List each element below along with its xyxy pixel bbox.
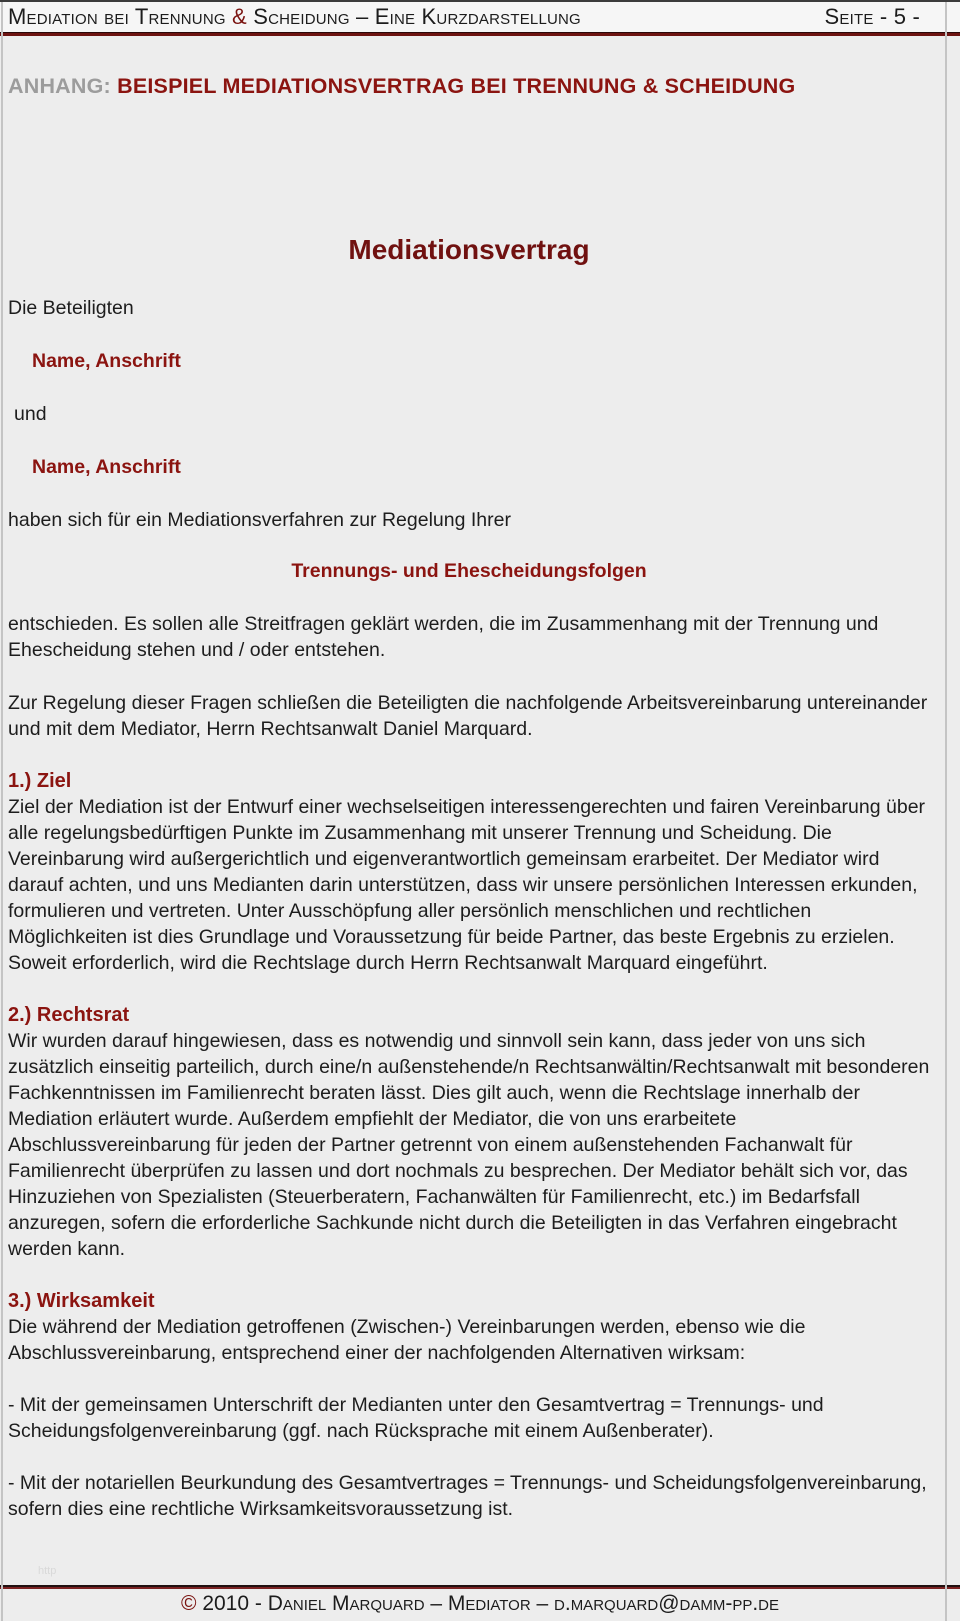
decision-paragraph: entschieden. Es sollen alle Streitfragen geklärt werden, die im Zusammenhang mit der Trennung und Ehescheidung stehen und / oder entstehen. bbox=[8, 613, 879, 661]
watermark-text: http bbox=[38, 1565, 57, 1577]
appendix-prefix: ANHANG: bbox=[8, 74, 111, 98]
section-wirksamkeit-heading: 3.) Wirksamkeit bbox=[8, 1290, 155, 1312]
appendix-title: BEISPIEL MEDIATIONSVERTRAG BEI TRENNUNG & SCHEIDUNG bbox=[117, 74, 796, 98]
participant-2-placeholder: Name, Anschrift bbox=[32, 456, 181, 478]
participants-connector: und bbox=[14, 403, 47, 425]
section-wirksamkeit bbox=[8, 1288, 930, 1522]
header-rule bbox=[0, 32, 960, 36]
page-number: Seite - 5 - bbox=[824, 4, 920, 29]
subject-heading: Trennungs- und Ehescheidungsfolgen bbox=[291, 560, 647, 582]
copyright-icon: © bbox=[180, 1592, 197, 1615]
header-title-ampersand: & bbox=[232, 4, 247, 29]
section-ziel bbox=[8, 768, 930, 976]
page-right-border bbox=[945, 2, 947, 1621]
header-title-left: Mediation bei Trennung bbox=[8, 4, 226, 29]
purpose-line: haben sich für ein Mediationsverfahren zur Regelung Ihrer bbox=[8, 509, 511, 531]
copyright-line bbox=[0, 1592, 960, 1616]
alternative-signature: - Mit der gemeinsamen Unterschrift der Medianten unter den Gesamtvertrag = Trennungs- und Scheidungsfolgenvereinbarung (ggf. nach Rücksprache mit einem Außenberater). bbox=[8, 1394, 824, 1442]
section-rechtsrat-body: Wir wurden darauf hingewiesen, dass es notwendig und sinnvoll sein kann, dass jeder von uns sich zusätzlich einseitig parteilich, durch eine/n außenstehende/n Rechtsanwältin/Rechtsanwalt mit besonderen Fachkenntnissen im Familienrecht beraten lässt. Dies gilt auch, wenn die Rechtslage innerhalb der Mediation erläutert wurde. Außerdem empfiehlt der Mediator, die von uns erarbeitete Abschlussvereinbarung für jeden der Partner getrennt von einem außenstehenden Fachanwalt für Familienrecht überprüfen zu lassen und dort nochmals zu besprechen. Der Mediator behält sich vor, das Hinzuziehen von Spezialisten (Steuerberatern, Fachanwälten für Familienrecht, etc.) im Bedarfsfall anzuregen, sofern die erforderliche Sachkunde nicht durch die Beteiligten in das Verfahren eingebracht werden kann. bbox=[8, 1030, 930, 1260]
document-body bbox=[0, 73, 960, 1522]
section-ziel-heading: 1.) Ziel bbox=[8, 770, 72, 792]
alternative-notarization: - Mit der notariellen Beurkundung des Gesamtvertrages = Trennungs- und Scheidungsfolgenvereinbarung, sofern dies eine rechtliche Wirksamkeitsvoraussetzung ist. bbox=[8, 1472, 927, 1520]
participant-1-placeholder: Name, Anschrift bbox=[32, 350, 181, 372]
header-title-right: Scheidung – Eine Kurzdarstellung bbox=[253, 4, 581, 29]
appendix-heading bbox=[8, 73, 930, 99]
participants-label: Die Beteiligten bbox=[8, 297, 134, 319]
page-left-border bbox=[1, 2, 3, 1621]
copyright-text: 2010 - Daniel Marquard – Mediator – d.marquard@damm-pp.de bbox=[202, 1592, 780, 1615]
page-header bbox=[0, 2, 960, 32]
document-title: Mediationsvertrag bbox=[348, 234, 590, 265]
page-footer bbox=[0, 1585, 960, 1621]
section-ziel-body: Ziel der Mediation ist der Entwurf einer wechselseitigen interessengerechten und fairen Vereinbarung über alle regelungsbedürftigen Punkte im Zusammenhang mit unserer Trennung und Scheidung. Die Vereinbarung wird außergerichtlich und eigenverantwortlich gemeinsam erarbeitet. Der Mediator wird darauf achten, und uns Medianten darin unterstützen, dass wir unsere persönlichen Interessen erkunden, formulieren und vertreten. Unter Ausschöpfung aller persönlich menschlichen und rechtlichen Möglichkeiten ist dies Grundlage und Voraussetzung für beide Partner, das beste Ergebnis zu erzielen. Soweit erforderlich, wird die Rechtslage durch Herrn Rechtsanwalt Marquard eingeführt. bbox=[8, 796, 926, 974]
header-title bbox=[8, 4, 581, 30]
section-rechtsrat bbox=[8, 1002, 930, 1262]
section-rechtsrat-heading: 2.) Rechtsrat bbox=[8, 1004, 130, 1026]
footer-rule bbox=[0, 1585, 960, 1589]
agreement-paragraph: Zur Regelung dieser Fragen schließen die Beteiligten die nachfolgende Arbeitsvereinbarung untereinander und mit dem Mediator, Herrn Rechtsanwalt Daniel Marquard. bbox=[8, 692, 928, 740]
section-wirksamkeit-body: Die während der Mediation getroffenen (Zwischen-) Vereinbarungen werden, ebenso wie die Abschlussvereinbarung, entsprechend einer der nachfolgenden Alternativen wirksam: bbox=[8, 1316, 806, 1364]
